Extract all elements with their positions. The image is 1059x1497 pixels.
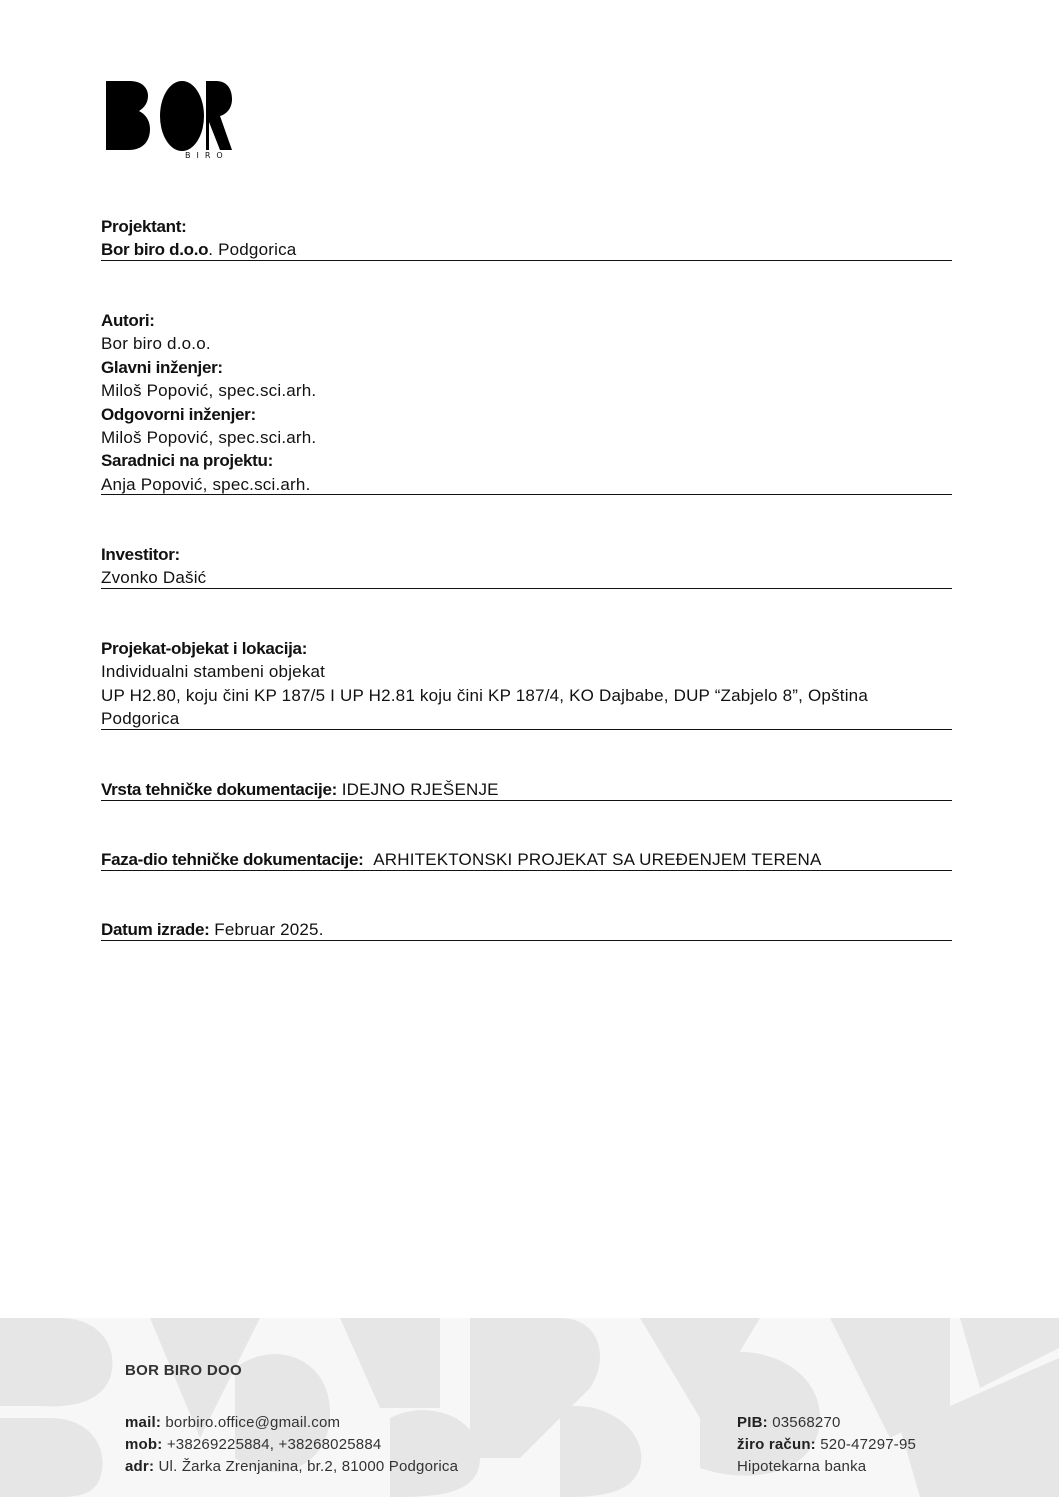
odgovorni-inzenjer-label: Odgovorni inženjer: bbox=[101, 404, 256, 424]
faza-label: Faza-dio tehničke dokumentacije: bbox=[101, 850, 364, 869]
faza-section bbox=[101, 848, 952, 871]
footer-mail-row bbox=[125, 1412, 340, 1434]
investitor-label: Investitor: bbox=[101, 545, 180, 564]
projektant-label: Projektant: bbox=[101, 217, 187, 236]
projektant-company: Bor biro d.o.o bbox=[101, 240, 209, 260]
projektant-city: . Podgorica bbox=[208, 240, 297, 260]
footer-bank: Hipotekarna banka bbox=[737, 1458, 867, 1475]
projekat-label: Projekat-objekat i lokacija: bbox=[101, 639, 308, 658]
footer-ziro-row bbox=[737, 1434, 916, 1456]
footer-adr-label: adr: bbox=[125, 1458, 155, 1475]
footer-ziro: 520-47297-95 bbox=[820, 1436, 917, 1453]
projekat-section bbox=[101, 637, 952, 730]
glavni-inzenjer-label: Glavni inženjer: bbox=[101, 357, 223, 377]
footer-adr-row bbox=[125, 1456, 458, 1478]
footer-mob-row bbox=[125, 1434, 381, 1456]
footer-mail: borbiro.office@gmail.com bbox=[165, 1414, 341, 1431]
vrsta-section bbox=[101, 778, 952, 801]
projekat-location: UP H2.80, koju čini KP 187/5 I UP H2.81 koju čini KP 187/4, KO Dajbabe, DUP “Zabjelo 8”, Opština Podgorica bbox=[101, 685, 868, 729]
footer-pib-label: PIB: bbox=[737, 1414, 768, 1431]
saradnici-label: Saradnici na projektu: bbox=[101, 451, 273, 471]
saradnici-value: Anja Popović, spec.sci.arh. bbox=[101, 474, 311, 494]
projekat-type: Individualni stambeni objekat bbox=[101, 662, 326, 682]
odgovorni-inzenjer-value: Miloš Popović, spec.sci.arh. bbox=[101, 428, 317, 448]
company-logo bbox=[105, 78, 235, 164]
footer-adr: Ul. Žarka Zrenjanina, br.2, 81000 Podgorica bbox=[158, 1458, 459, 1475]
datum-label: Datum izrade: bbox=[101, 920, 210, 939]
autori-value: Bor biro d.o.o. bbox=[101, 334, 211, 354]
autori-section bbox=[101, 309, 952, 495]
page-footer bbox=[0, 1318, 1059, 1497]
vrsta-value: IDEJNO RJEŠENJE bbox=[341, 780, 499, 799]
glavni-inzenjer-value: Miloš Popović, spec.sci.arh. bbox=[101, 381, 317, 401]
datum-section bbox=[101, 918, 952, 941]
projektant-section bbox=[101, 215, 952, 261]
bor-logo-mark bbox=[105, 78, 235, 156]
footer-pib: 03568270 bbox=[772, 1414, 841, 1431]
footer-pib-row bbox=[737, 1412, 841, 1434]
footer-mob: +38269225884, +38268025884 bbox=[166, 1436, 382, 1453]
footer-mob-label: mob: bbox=[125, 1436, 163, 1453]
faza-value: ARHITEKTONSKI PROJEKAT SA UREĐENJEM TERENA bbox=[373, 850, 822, 869]
footer-mail-label: mail: bbox=[125, 1414, 162, 1431]
autori-label: Autori: bbox=[101, 311, 155, 330]
investitor-value: Zvonko Dašić bbox=[101, 568, 207, 588]
footer-company: BOR BIRO DOO bbox=[125, 1362, 242, 1379]
logo-subtitle: BIRO bbox=[185, 151, 229, 160]
vrsta-label: Vrsta tehničke dokumentacije: bbox=[101, 780, 337, 799]
datum-value: Februar 2025. bbox=[214, 920, 324, 939]
footer-ziro-label: žiro račun: bbox=[737, 1436, 816, 1453]
investitor-section bbox=[101, 543, 952, 589]
